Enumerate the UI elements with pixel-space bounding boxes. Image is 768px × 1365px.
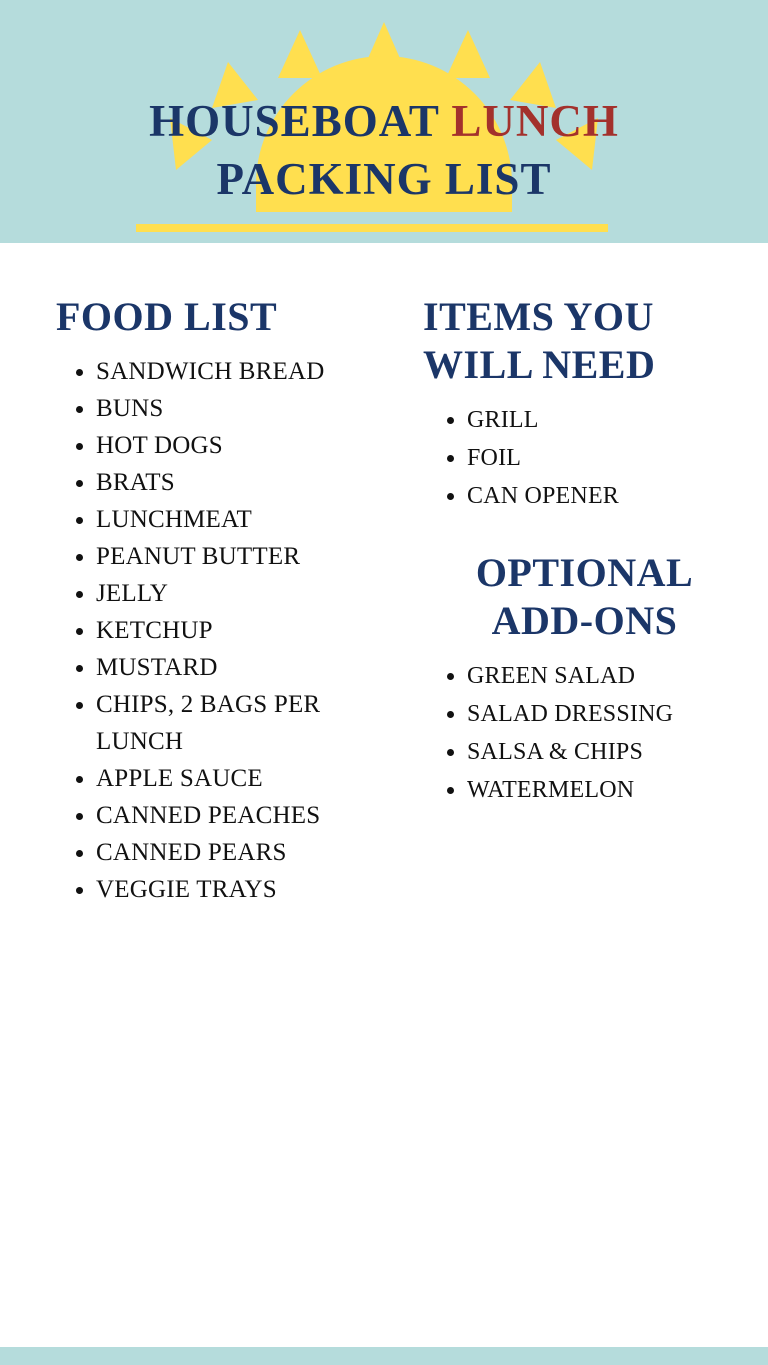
food-list	[56, 353, 385, 908]
list-item[interactable]: • WATERMELON	[467, 771, 768, 809]
list-item[interactable]: • LUNCHMEAT	[96, 501, 385, 538]
items-needed-list	[423, 401, 768, 515]
section-heading-food-list: FOOD LIST	[56, 294, 278, 339]
main-content	[0, 243, 768, 908]
list-item[interactable]: • PEANUT BUTTER	[96, 538, 385, 575]
section-heading-items-needed: ITEMS YOU WILL NEED	[423, 294, 656, 387]
list-item[interactable]: • SANDWICH BREAD	[96, 353, 385, 390]
list-item[interactable]: • JELLY	[96, 575, 385, 612]
page-title	[0, 92, 768, 208]
list-item[interactable]: • BUNS	[96, 390, 385, 427]
list-item[interactable]: • HOT DOGS	[96, 427, 385, 464]
list-item[interactable]: • GREEN SALAD	[467, 657, 768, 695]
list-item[interactable]: • VEGGIE TRAYS	[96, 871, 385, 908]
list-item[interactable]: • SALAD DRESSING	[467, 695, 768, 733]
title-line-2: PACKING LIST	[216, 154, 552, 204]
section-food-list	[56, 293, 385, 908]
list-item[interactable]: • CANNED PEARS	[96, 834, 385, 871]
list-item[interactable]: • APPLE SAUCE	[96, 760, 385, 797]
column-right	[385, 243, 768, 809]
list-item[interactable]: • FOIL	[467, 439, 768, 477]
list-item[interactable]: • CHIPS, 2 BAGS PER LUNCH	[96, 686, 385, 760]
header-banner	[0, 0, 768, 243]
list-item[interactable]: • GRILL	[467, 401, 768, 439]
title-accent: LUNCH	[451, 96, 619, 146]
optional-add-ons-list	[423, 657, 768, 809]
list-item[interactable]: • CANNED PEACHES	[96, 797, 385, 834]
section-heading-optional-add-ons: OPTIONAL ADD-ONS	[475, 550, 694, 643]
list-item[interactable]: • KETCHUP	[96, 612, 385, 649]
list-item[interactable]: • BRATS	[96, 464, 385, 501]
section-optional-add-ons	[423, 549, 768, 809]
title-part-1: HOUSEBOAT	[149, 96, 452, 146]
list-item[interactable]: • SALSA & CHIPS	[467, 733, 768, 771]
footer-strip	[0, 1347, 768, 1365]
list-item[interactable]: • CAN OPENER	[467, 477, 768, 515]
column-left	[0, 243, 385, 908]
section-items-you-will-need	[423, 293, 768, 515]
list-item[interactable]: • MUSTARD	[96, 649, 385, 686]
